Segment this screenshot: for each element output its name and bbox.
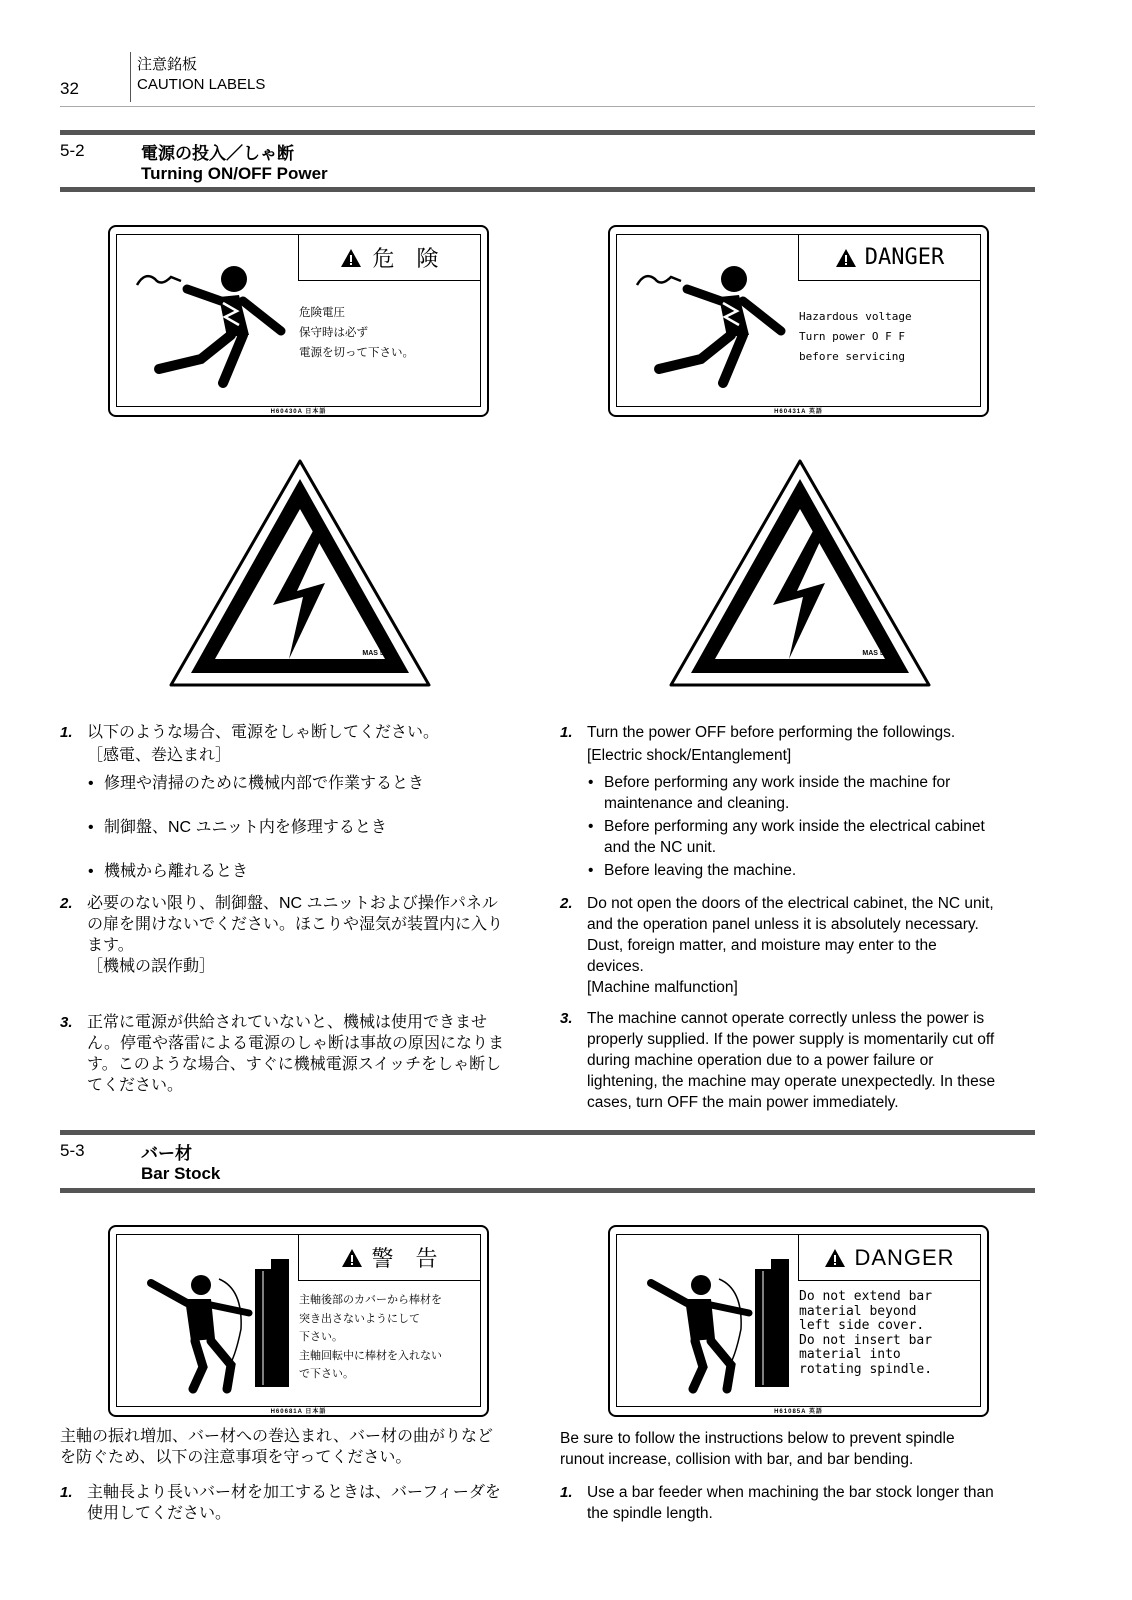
- item-text: 主軸長より長いバー材を加工するときは、バーフィーダを 使用してください。: [87, 1484, 501, 1522]
- page-number: 32: [60, 79, 79, 98]
- label-text: Hazardous voltage Turn power O F F before servicing: [799, 310, 912, 363]
- item-number: 1.: [560, 724, 573, 741]
- label-heading-text: 危 険: [372, 246, 439, 271]
- bullet-item: • 修理や清掃のために機械内部で作業するとき: [104, 773, 424, 794]
- triangle-code: MAS 510: [862, 650, 892, 657]
- header-title-en: CAUTION LABELS: [137, 76, 266, 93]
- high-voltage-triangle-left: [165, 455, 435, 695]
- high-voltage-triangle-right: [665, 455, 935, 695]
- label-heading: [298, 1235, 480, 1281]
- label-heading-text: 警 告: [371, 1246, 438, 1271]
- danger-label-en-bar: [608, 1225, 989, 1417]
- item-number: 3.: [60, 1014, 73, 1031]
- section-title-en: Turning ON/OFF Power: [141, 164, 328, 183]
- electric-shock-figure-icon: [631, 249, 791, 389]
- section-number: 5-2: [60, 141, 85, 160]
- danger-label-jp: [108, 225, 489, 417]
- label-code: H60681A 日本語: [270, 1409, 327, 1415]
- section-title-jp: バー材: [141, 1144, 192, 1163]
- warning-triangle-icon: [340, 248, 362, 268]
- item-number: 1.: [60, 1484, 73, 1501]
- item-text: The machine cannot operate correctly unless the power is properly supplied. If the power supply is momentarily cut off during machine operation due to a power failure or lightening, the machine may operate unexpectedly. In these cases, turn OFF the main power immediately.: [587, 1010, 996, 1111]
- bullet-item: • 制御盤、NC ユニット内を修理するとき: [104, 817, 387, 838]
- bar-entanglement-figure-icon: [631, 1249, 791, 1394]
- section-top-rule: [60, 1130, 1035, 1135]
- label-heading: [298, 235, 480, 281]
- item-text: Turn the power OFF before performing the followings.: [587, 724, 956, 741]
- danger-label-en: [608, 225, 989, 417]
- bullet-item: • Before leaving the machine.: [604, 860, 796, 881]
- header-rule: [60, 106, 1035, 107]
- item-text: 必要のない限り、制御盤、NC ユニットおよび操作パネル の扉を開けないでください。ほこりや湿気が装置内に入り ます。 ［機械の誤作動］: [87, 895, 504, 975]
- label-heading: [798, 235, 980, 281]
- section-bottom-rule: [60, 187, 1035, 192]
- label-text: Do not extend bar material beyond left side cover. Do not insert bar material into rotating spindle.: [799, 1289, 933, 1377]
- bullet-item: • 機械から離れるとき: [104, 861, 248, 882]
- item-number: 1.: [560, 1484, 573, 1501]
- warning-label-jp: [108, 1225, 489, 1417]
- bar-entanglement-figure-icon: [131, 1249, 291, 1394]
- electric-shock-figure-icon: [131, 249, 291, 389]
- item-text: 以下のような場合、電源をしゃ断してください。: [87, 724, 440, 741]
- item-number: 1.: [60, 724, 73, 741]
- item-text: 正常に電源が供給されていないと、機械は使用できませ ん。停電や落雷による電源のしゃ断は事故の原因になりま す。このような場合、すぐに機械電源スイッチをしゃ断し てください。: [87, 1014, 504, 1094]
- bar-stock-intro-jp: 主軸の振れ増加、バー材への巻込まれ、バー材の曲がりなど を防ぐため、以下の注意事項を守ってください。: [60, 1428, 493, 1466]
- label-text: 危険電圧 保守時は必ず 電源を切って下さい。: [299, 307, 414, 359]
- label-text: 主軸後部のカバーから棒材を 突き出さないようにして 下さい。 主軸回転中に棒材を入れない で下さい。: [299, 1294, 442, 1380]
- label-heading-text: DANGER: [854, 1244, 955, 1270]
- label-heading: [798, 1235, 980, 1281]
- header-title-jp: 注意銘板: [137, 56, 198, 73]
- section-number: 5-3: [60, 1141, 85, 1160]
- item-text: ［感電、巻込まれ］: [87, 747, 232, 764]
- section-bottom-rule: [60, 1188, 1035, 1193]
- label-code: H60430A 日本語: [270, 409, 327, 415]
- triangle-code: MAS 510: [362, 650, 392, 657]
- bar-stock-intro-en: Be sure to follow the instructions below to prevent spindle runout increase, collision with bar, and bar bending.: [560, 1430, 955, 1468]
- bullet-item: • Before performing any work inside the machine for maintenance and cleaning.: [604, 772, 950, 814]
- item-text: Use a bar feeder when machining the bar stock longer than the spindle length.: [587, 1484, 994, 1522]
- section-title-jp: 電源の投入／しゃ断: [141, 144, 294, 163]
- warning-triangle-icon: [341, 1248, 363, 1268]
- item-text: [Electric shock/Entanglement]: [587, 747, 792, 764]
- item-text: Do not open the doors of the electrical cabinet, the NC unit, and the operation panel unless it is absolutely necessary. Dust, foreign matter, and moisture may enter to the devices. [Machine malfunction]: [587, 895, 994, 996]
- label-code: H60431A 英語: [774, 409, 823, 415]
- section-title-en: Bar Stock: [141, 1164, 221, 1183]
- item-number: 2.: [60, 895, 73, 912]
- item-number: 2.: [560, 895, 573, 912]
- label-heading-text: DANGER: [864, 245, 945, 270]
- label-code: H61085A 英語: [774, 1409, 823, 1415]
- bullet-item: • Before performing any work inside the electrical cabinet and the NC unit.: [604, 816, 985, 858]
- item-number: 3.: [560, 1010, 573, 1027]
- section-top-rule: [60, 130, 1035, 135]
- header-divider: [130, 52, 131, 102]
- warning-triangle-icon: [824, 1248, 846, 1268]
- warning-triangle-icon: [835, 248, 857, 268]
